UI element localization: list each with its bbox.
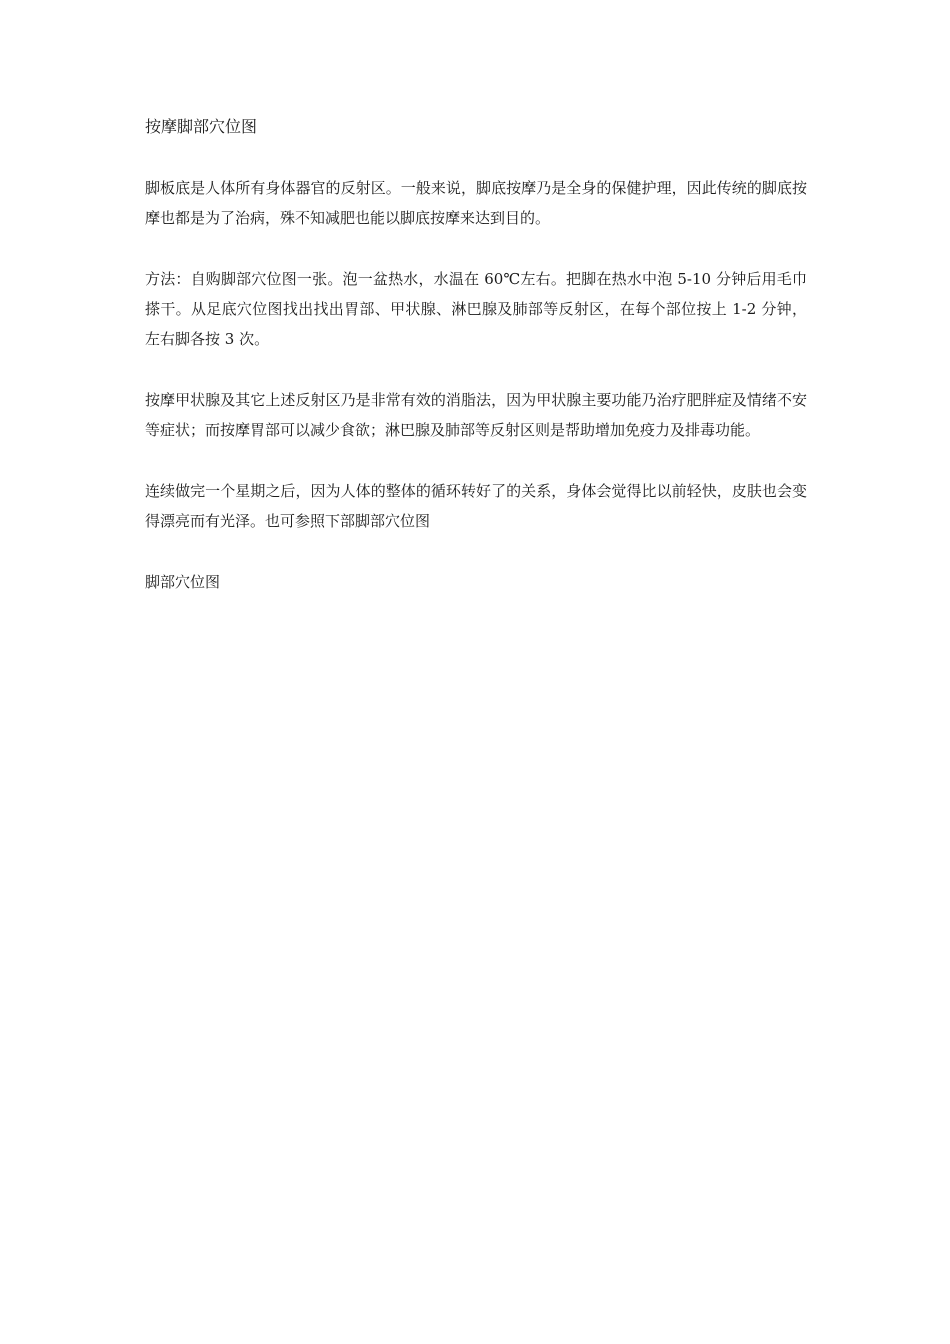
paragraph-effect: 按摩甲状腺及其它上述反射区乃是非常有效的消脂法，因为甲状腺主要功能乃治疗肥胖症及情绪不安等症状；而按摩胃部可以减少食欲；淋巴腺及肺部等反射区则是帮助增加免疫力及排毒功能。	[145, 391, 807, 439]
paragraph-intro: 脚板底是人体所有身体器官的反射区。一般来说，脚底按摩乃是全身的保健护理，因此传统的脚底按摩也都是为了治病，殊不知减肥也能以脚底按摩来达到目的。	[145, 179, 807, 227]
paragraph-result: 连续做完一个星期之后，因为人体的整体的循环转好了的关系，身体会觉得比以前轻快，皮肤也会变得漂亮而有光泽。也可参照下部脚部穴位图	[145, 482, 807, 530]
document-title: 按摩脚部穴位图	[145, 117, 258, 136]
document-page	[145, 112, 807, 597]
figure-caption: 脚部穴位图	[145, 573, 221, 591]
paragraph-method: 方法：自购脚部穴位图一张。泡一盆热水，水温在 60℃左右。把脚在热水中泡 5-10 分钟后用毛巾搽干。从足底穴位图找出找出胃部、甲状腺、淋巴腺及肺部等反射区，在每个部位按上 1-2 分钟，左右脚各按 3 次。	[145, 270, 807, 348]
